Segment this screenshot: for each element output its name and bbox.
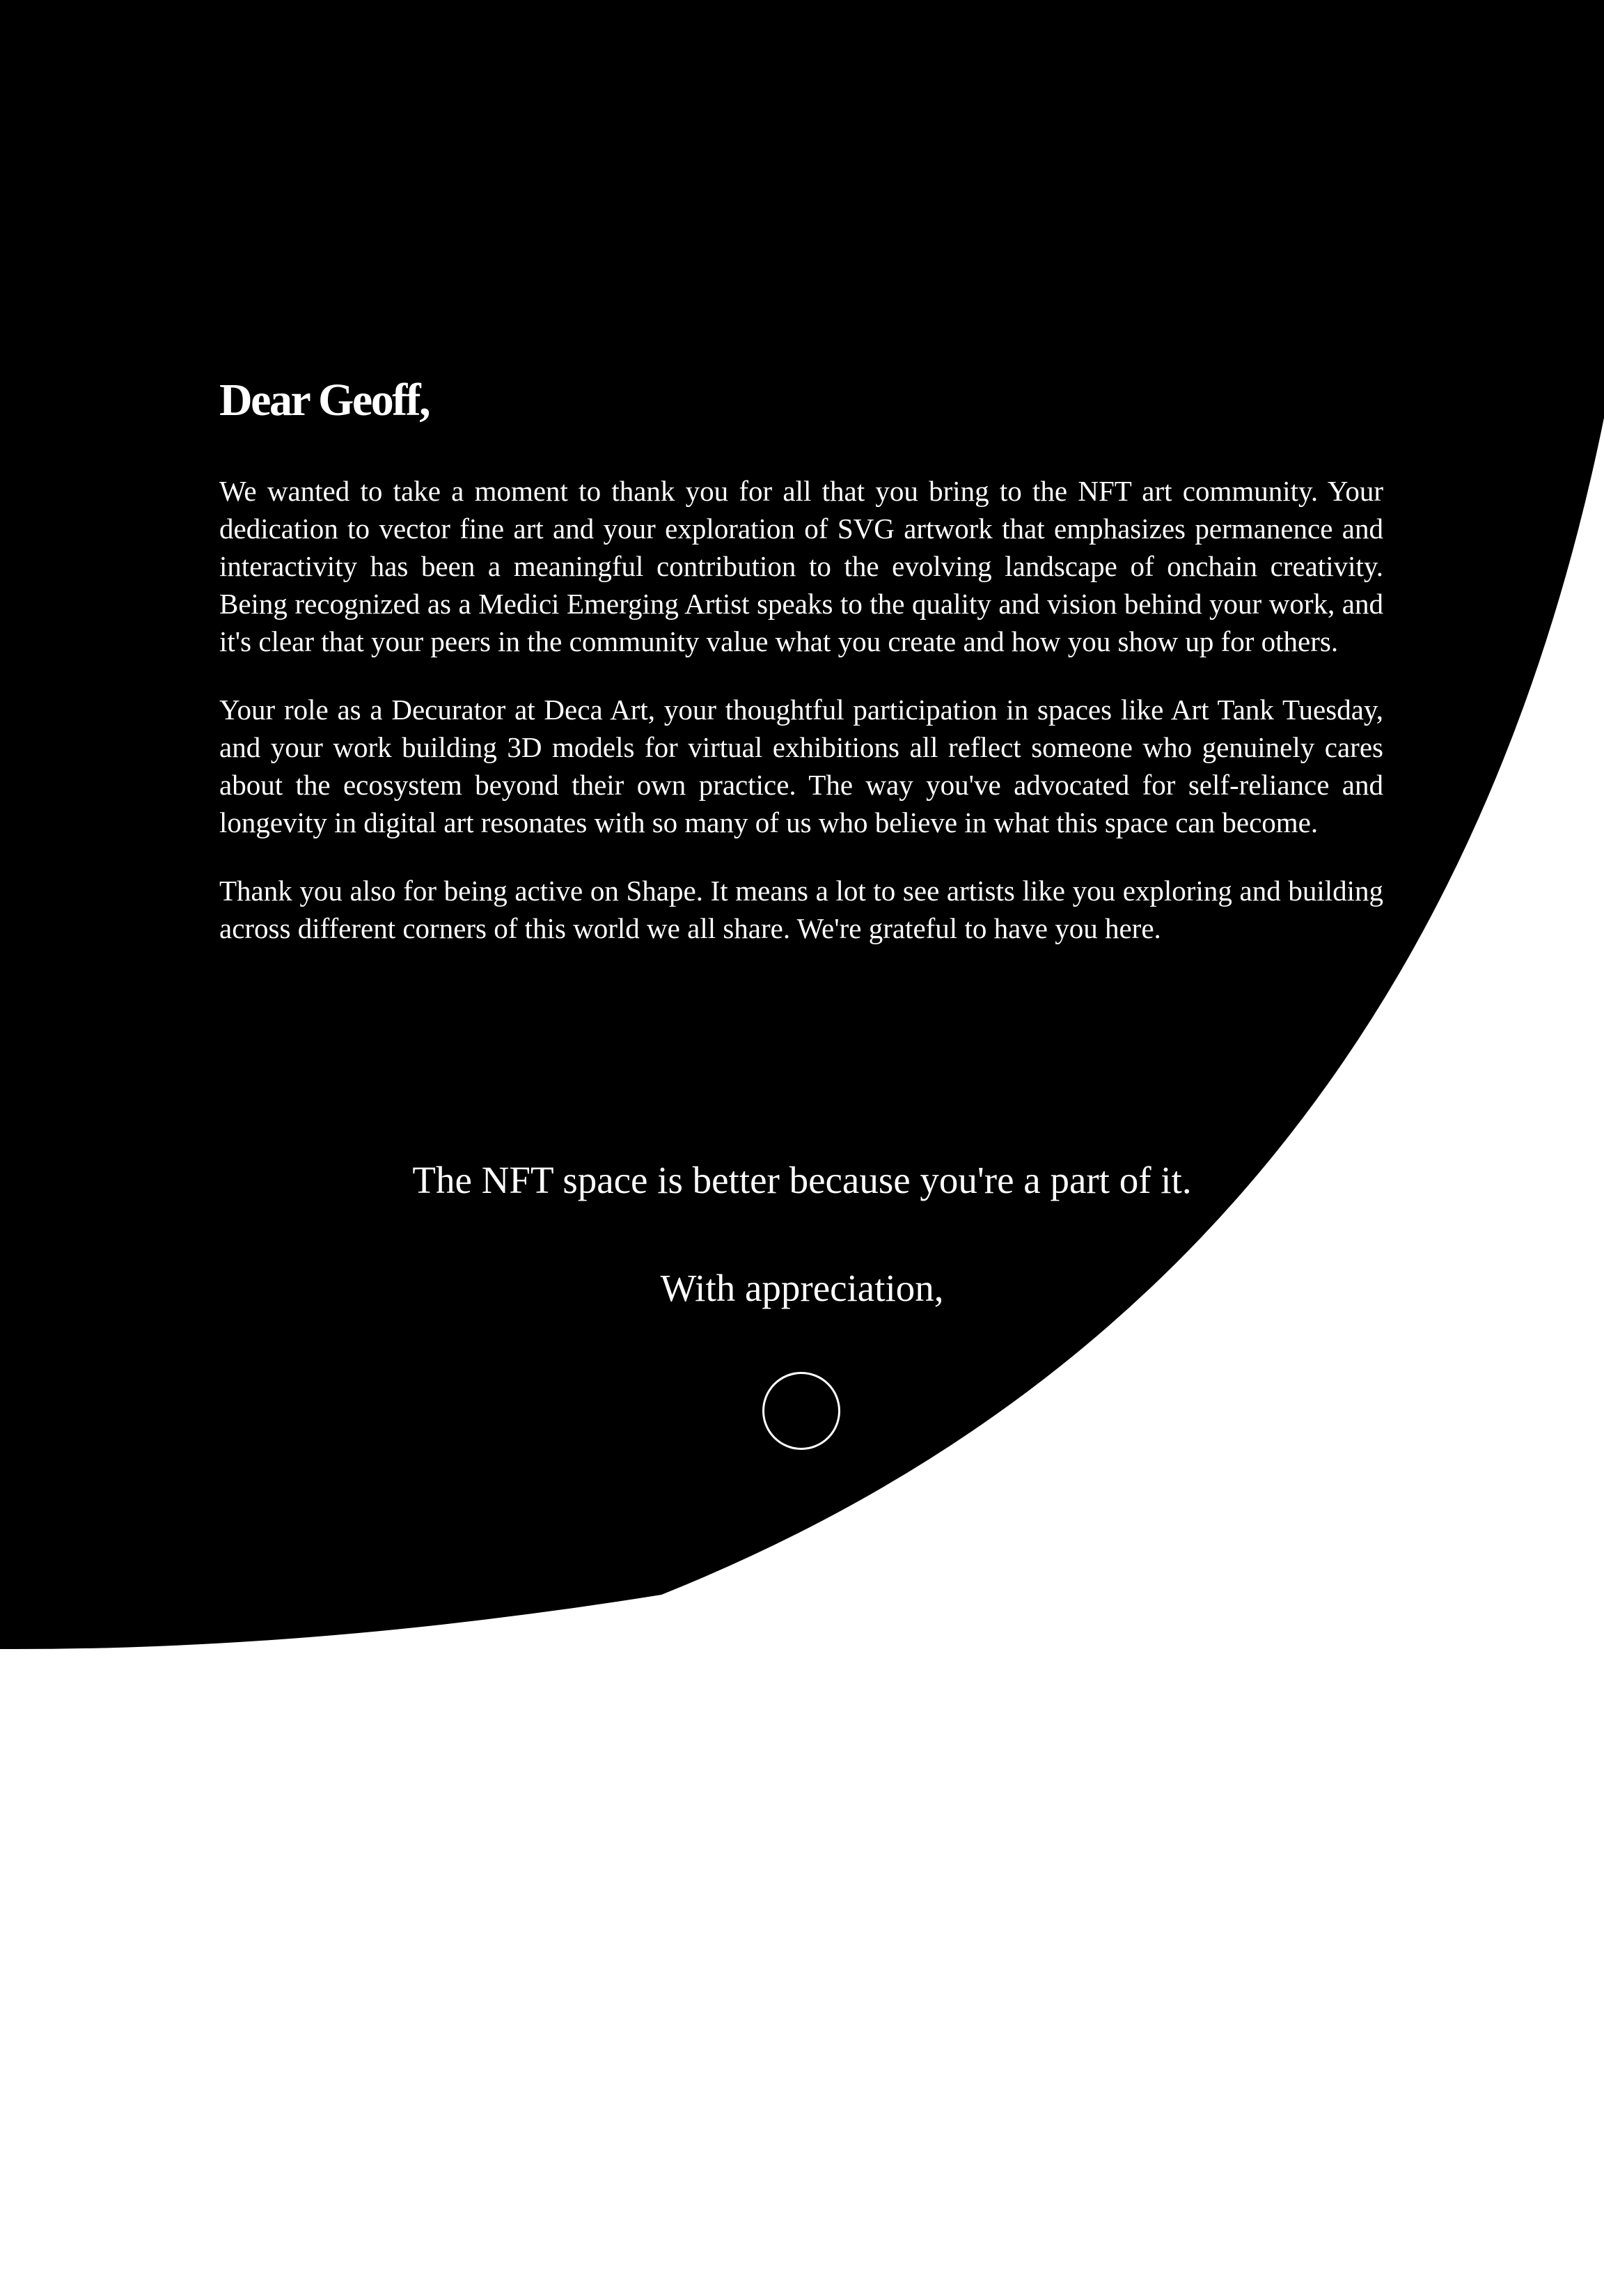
- letter-body: [219, 369, 1383, 978]
- letter-paragraph-1: We wanted to take a moment to thank you for all that you bring to the NFT art community. Your dedication to vector fine art and your exploration of SVG artwork that emphasizes permanence and interactivity has been a meaningful contribution to the evolving landscape of onchain creativity. Being recognized as a Medici Emerging Artist speaks to the quality and vision behind your work, and it's clear that your peers in the community value what you create and how you show up for others.: [219, 475, 1383, 657]
- closing-line: The NFT space is better because you're a part of it.: [412, 1159, 1192, 1201]
- signoff: With appreciation,: [660, 1267, 944, 1309]
- circle-signature-icon: [762, 1372, 840, 1450]
- letter-paragraph-2: Your role as a Decurator at Deca Art, your thoughtful participation in spaces like Art Tank Tuesday, and your work building 3D models for virtual exhibitions all reflect someone who genuinely cares about the ecosystem beyond their own practice. The way you've advocated for self-reliance and longevity in digital art resonates with so many of us who believe in what this space can become.: [219, 694, 1383, 838]
- letter-greeting: Dear Geoff,: [219, 375, 430, 425]
- letter-paragraph-3: Thank you also for being active on Shape. It means a lot to see artists like you exploring and building across different corners of this world we all share. We're grateful to have you here.: [219, 875, 1383, 944]
